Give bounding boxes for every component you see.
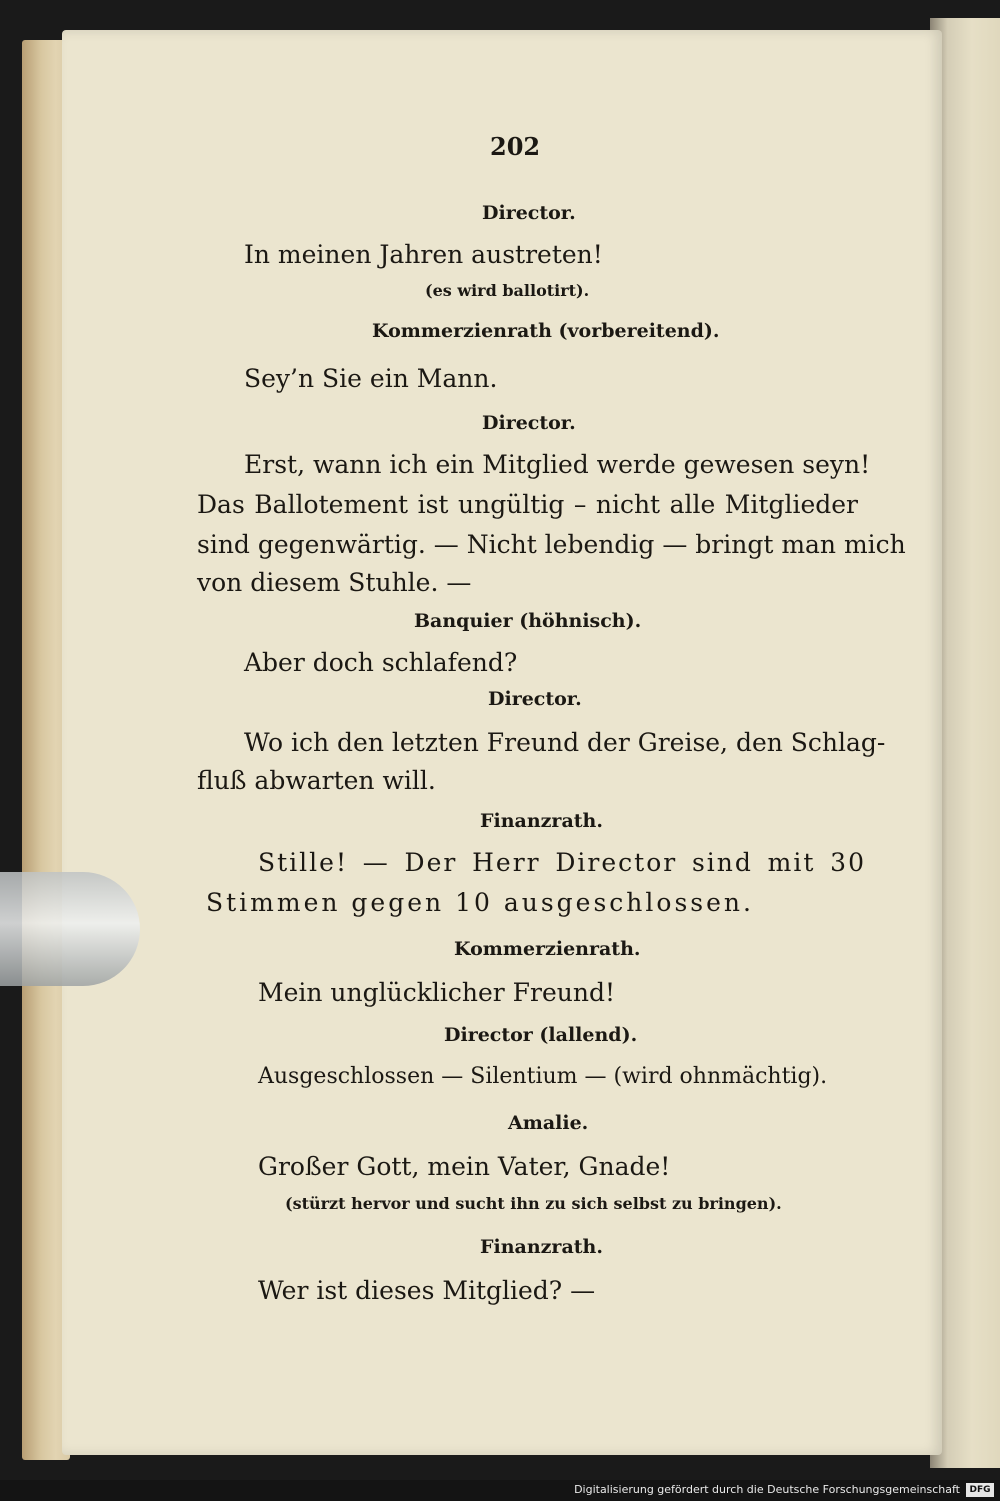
stage-direction: (stürzt hervor und sucht ihn zu sich selbst zu bringen). (285, 1194, 782, 1213)
text-line: Mein unglücklicher Freund! (258, 978, 616, 1007)
text-line: Wo ich den letzten Freund der Greise, den Schlag- (244, 728, 886, 757)
speaker-director: Director. (482, 202, 576, 224)
speaker-director: Director (lallend). (444, 1024, 638, 1046)
text-line: Das Ballotement ist ungültig – nicht alle Mitglieder (197, 490, 858, 519)
text-line: Aber doch schlafend? (244, 648, 518, 677)
text-line: Großer Gott, mein Vater, Gnade! (258, 1152, 671, 1181)
speaker-kommerzienrath: Kommerzienrath. (454, 938, 641, 960)
stage-direction: (es wird ballotirt). (425, 281, 590, 300)
speaker-kommerzienrath: Kommerzienrath (vorbereitend). (372, 320, 720, 342)
text-line: Erst, wann ich ein Mitglied werde gewesen seyn! (244, 450, 871, 479)
text-line: Ausgeschlossen — Silentium — (wird ohnmächtig). (258, 1064, 828, 1089)
dfg-logo-icon: DFG (966, 1483, 994, 1497)
speaker-banquier: Banquier (höhnisch). (414, 610, 642, 632)
text-line: Stimmen gegen 10 ausgeschlossen. (206, 888, 754, 917)
speaker-director: Director. (488, 688, 582, 710)
text-line: In meinen Jahren austreten! (244, 240, 603, 269)
text-line: sind gegenwärtig. — Nicht lebendig — bringt man mich (197, 530, 906, 559)
footer-credit: Digitalisierung gefördert durch die Deutsche Forschungsgemeinschaft (574, 1483, 960, 1496)
page-number: 202 (490, 132, 541, 161)
page-holder-clip (0, 872, 140, 986)
speaker-finanzrath: Finanzrath. (480, 810, 603, 832)
text-line: fluß abwarten will. (197, 766, 436, 795)
text-line: Stille! — Der Herr Director sind mit 30 (258, 848, 866, 877)
text-line: Sey’n Sie ein Mann. (244, 364, 498, 393)
speaker-amalie: Amalie. (508, 1112, 589, 1134)
text-line: von diesem Stuhle. — (197, 568, 472, 597)
speaker-director: Director. (482, 412, 576, 434)
footer-bar (0, 1480, 1000, 1501)
text-line: Wer ist dieses Mitglied? — (258, 1276, 596, 1305)
speaker-finanzrath: Finanzrath. (480, 1236, 603, 1258)
